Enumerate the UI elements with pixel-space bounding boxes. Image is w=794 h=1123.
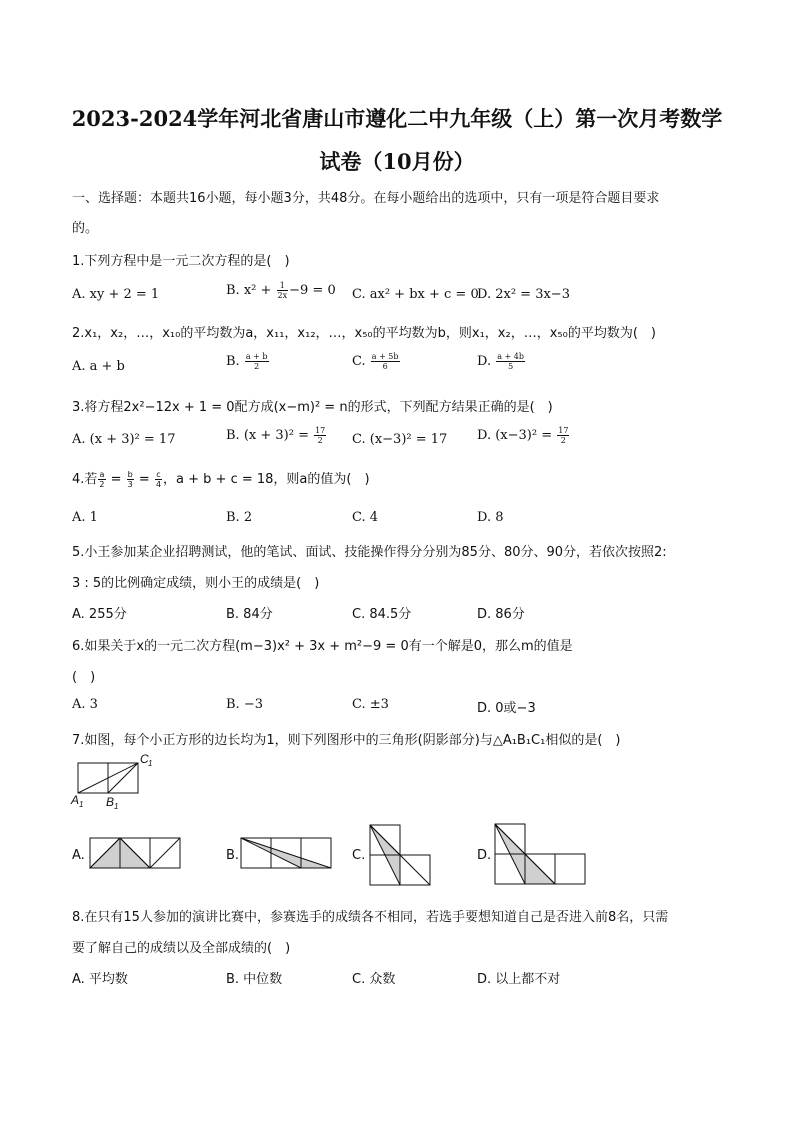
option-c-figure: [370, 825, 434, 887]
fraction: $\frac{a + 5b}{6}$: [371, 352, 399, 371]
fraction: $\frac{a + 4b}{5}$: [497, 352, 525, 371]
question-5-option-b: B. 84分: [226, 607, 273, 622]
fraction: $\frac{c}{4}$: [155, 470, 162, 489]
question-6-option-b: B. −3: [226, 697, 263, 712]
section-heading: 一、选择题：本题共16小题，每小题3分，共48分。在每小题给出的选项中，只有一项是符合题目要求: [72, 191, 660, 206]
question-1-option-c: C. ax² + bx + c = 0: [352, 287, 479, 302]
question-7-option-d: D.: [477, 848, 492, 863]
label-a1-subscript: 1: [79, 800, 84, 809]
question-5-option-d: D. 86分: [477, 607, 525, 622]
fraction: $\frac{a}{2}$: [99, 470, 105, 489]
question-8-option-c: C. 众数: [352, 972, 396, 987]
question-6-option-a: A. 3: [72, 697, 98, 712]
question-5-stem: 5.小王参加某企业招聘测试，他的笔试、面试、技能操作得分分别为85分、80分、90分，若依次按照2:: [72, 545, 667, 560]
question-3-option-a: A. (x + 3)² = 17: [72, 432, 176, 447]
question-6-stem: 6.如果关于x的一元二次方程(m−3)x² + 3x + m²−9 = 0有一个解是0，那么m的值是: [72, 639, 573, 654]
question-7-option-b: B.: [226, 848, 240, 863]
question-2-option-d: D. $\frac{a + 4b}{5}$: [477, 352, 525, 371]
question-6-option-d: D. 0或−3: [477, 701, 536, 716]
page-title-continued: 试卷（10月份）: [319, 149, 475, 174]
question-7-option-a: A.: [72, 848, 85, 863]
question-3-stem: 3.将方程2x²−12x + 1 = 0配方成(x−m)² = n的形式，下列配方结果正确的是( ): [72, 400, 553, 415]
question-4-option-c: C. 4: [352, 510, 379, 525]
question-2-option-b: B. $\frac{a + b}{2}$: [226, 352, 268, 371]
page-title: 2023-2024学年河北省唐山市遵化二中九年级（上）第一次月考数学: [71, 106, 723, 131]
label-a1: A: [71, 793, 80, 807]
question-2-stem: 2.x₁，x₂，…，x₁₀的平均数为a，x₁₁，x₁₂，…，x₅₀的平均数为b，则x₁，x₂，…，x₅₀的平均数为( ): [72, 326, 656, 341]
question-5-stem-continued: 3 : 5的比例确定成绩，则小王的成绩是( ): [72, 576, 320, 591]
question-2-option-c: C. $\frac{a + 5b}{6}$: [352, 352, 399, 371]
option-d-figure: [495, 824, 589, 886]
question-4-option-d: D. 8: [477, 510, 504, 525]
fraction: $\frac{17}{2}$: [315, 426, 326, 445]
fraction: $\frac{b}{3}$: [127, 470, 133, 489]
question-3-option-b: B. (x + 3)² = $\frac{17}{2}$: [226, 426, 326, 445]
section-heading-continued: 的。: [72, 221, 99, 236]
question-4-option-b: B. 2: [226, 510, 253, 525]
label-b1-subscript: 1: [114, 802, 119, 811]
question-8-option-a: A. 平均数: [72, 972, 128, 987]
question-7-stem: 7.如图，每个小正方形的边长均为1，则下列图形中的三角形(阴影部分)与△A₁B₁C₁相似的是( ): [72, 733, 621, 748]
question-4-option-a: A. 1: [72, 510, 98, 525]
question-6-option-c: C. ±3: [352, 697, 389, 712]
question-5-option-a: A. 255分: [72, 607, 127, 622]
option-b-figure: [241, 838, 333, 870]
fraction: $\frac{1}{2x}$: [277, 281, 288, 300]
question-2-option-a: A. a + b: [72, 359, 125, 374]
question-1-option-d: D. 2x² = 3x−3: [477, 287, 570, 302]
label-c1-subscript: 1: [148, 759, 153, 768]
reference-triangle-figure: [70, 752, 160, 812]
question-6-stem-continued: ( ): [72, 670, 96, 685]
question-3-option-c: C. (x−3)² = 17: [352, 432, 448, 447]
question-8-option-b: B. 中位数: [226, 972, 283, 987]
label-c1: C: [140, 752, 149, 766]
option-a-figure: [90, 838, 182, 870]
question-5-option-c: C. 84.5分: [352, 607, 412, 622]
question-4-stem: 4.若 $\frac{a}{2}$ = $\frac{b}{3}$ = $\frac{c}{4}$ ，a + b + c = 18，则a的值为( ): [72, 470, 370, 489]
fraction: $\frac{17}{2}$: [558, 426, 569, 445]
fraction: $\frac{a + b}{2}$: [245, 352, 268, 371]
label-b1: B: [106, 795, 115, 809]
question-1-option-a: A. xy + 2 = 1: [72, 287, 160, 302]
question-3-option-d: D. (x−3)² = $\frac{17}{2}$: [477, 426, 569, 445]
question-8-stem-continued: 要了解自己的成绩以及全部成绩的( ): [72, 941, 291, 956]
question-8-stem: 8.在只有15人参加的演讲比赛中，参赛选手的成绩各不相同，若选手要想知道自己是否进入前8名，只需: [72, 910, 669, 925]
question-1-option-b: B. x² + $\frac{1}{2x}$ −9 = 0: [226, 281, 336, 300]
question-1-stem: 1.下列方程中是一元二次方程的是( ): [72, 254, 290, 269]
question-8-option-d: D. 以上都不对: [477, 972, 561, 987]
question-7-option-c: C.: [352, 848, 366, 863]
